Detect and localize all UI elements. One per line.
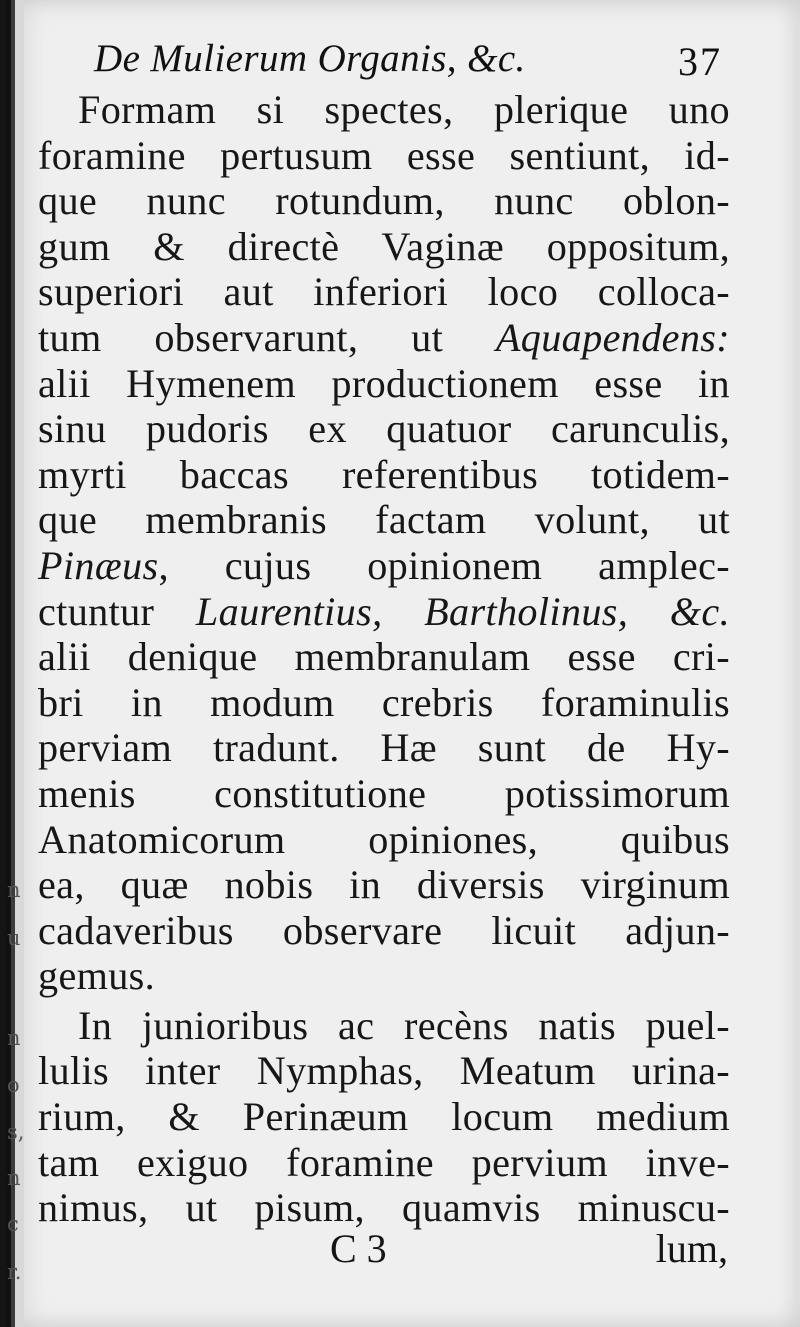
text-line: menis constitutione potissimorum <box>38 770 730 816</box>
text-line: tam exiguo foramine pervium inve- <box>38 1139 730 1185</box>
text-line: superiori aut inferiori loco colloca- <box>38 269 730 315</box>
text-line-with-italic-name <box>38 315 730 361</box>
margin-mark: n <box>7 1166 21 1190</box>
margin-mark: r. <box>7 1260 22 1284</box>
text-fragment: ctuntur <box>38 588 196 634</box>
text-line: rium, & Perinæum locum medium <box>38 1094 730 1140</box>
text-line: alii denique membranulam esse cri- <box>38 634 730 680</box>
book-page <box>6 0 800 1327</box>
text-line: Anatomicorum opiniones, quibus <box>38 816 730 862</box>
text-line: gum & directè Vaginæ oppositum, <box>38 223 730 269</box>
margin-mark: n <box>7 878 21 902</box>
margin-mark: n <box>7 1026 21 1050</box>
margin-mark: s, <box>7 1120 25 1144</box>
text-line: cadaveribus observare licuit adjun- <box>38 907 730 953</box>
text-line: perviam tradunt. Hæ sunt de Hy- <box>38 725 730 771</box>
text-line: myrti baccas referentibus totidem- <box>38 451 730 497</box>
italic-name: Aquapendens: <box>495 314 730 360</box>
italic-name: Pinæus <box>38 542 159 588</box>
text-line: lulis inter Nymphas, Meatum urina- <box>38 1048 730 1094</box>
text-line: ea, quæ nobis in diversis virginum <box>38 862 730 908</box>
main-text-block <box>38 87 730 1231</box>
catchword: lum, <box>655 1226 728 1271</box>
text-line-with-italic-name <box>38 543 730 589</box>
margin-mark: o <box>7 1073 20 1097</box>
text-line: gemus. <box>38 953 156 999</box>
margin-mark: c <box>7 1212 19 1236</box>
text-line: alii Hymenem productionem esse in <box>38 360 730 406</box>
text-line-with-italic-names <box>38 589 730 635</box>
text-line: bri in modum crebris foraminulis <box>38 679 730 725</box>
text-line: foramine pertusum esse sentiunt, id- <box>38 132 730 178</box>
running-title: De Mulierum Organis, &c. <box>94 37 526 80</box>
margin-mark: u <box>7 926 21 950</box>
signature-mark: C 3 <box>330 1226 387 1271</box>
text-fragment: , cujus opinionem amplec- <box>158 542 730 588</box>
text-line: que nunc rotundum, nunc oblon- <box>38 178 730 224</box>
text-line: nimus, ut pisum, quamvis minuscu- <box>38 1185 730 1231</box>
page-header <box>94 36 724 84</box>
text-line: que membranis factam volunt, ut <box>38 497 730 543</box>
page-number: 37 <box>678 39 722 84</box>
text-fragment: tum observarunt, ut <box>38 314 496 360</box>
page-footer <box>330 1225 728 1271</box>
text-line: In junioribus ac recèns natis puel- <box>78 1002 730 1048</box>
text-line: sinu pudoris ex quatuor carunculis, <box>38 406 730 452</box>
text-line: Formam si spectes, plerique uno <box>78 87 730 132</box>
italic-name: Laurentius, Bartholinus, &c. <box>195 588 730 634</box>
